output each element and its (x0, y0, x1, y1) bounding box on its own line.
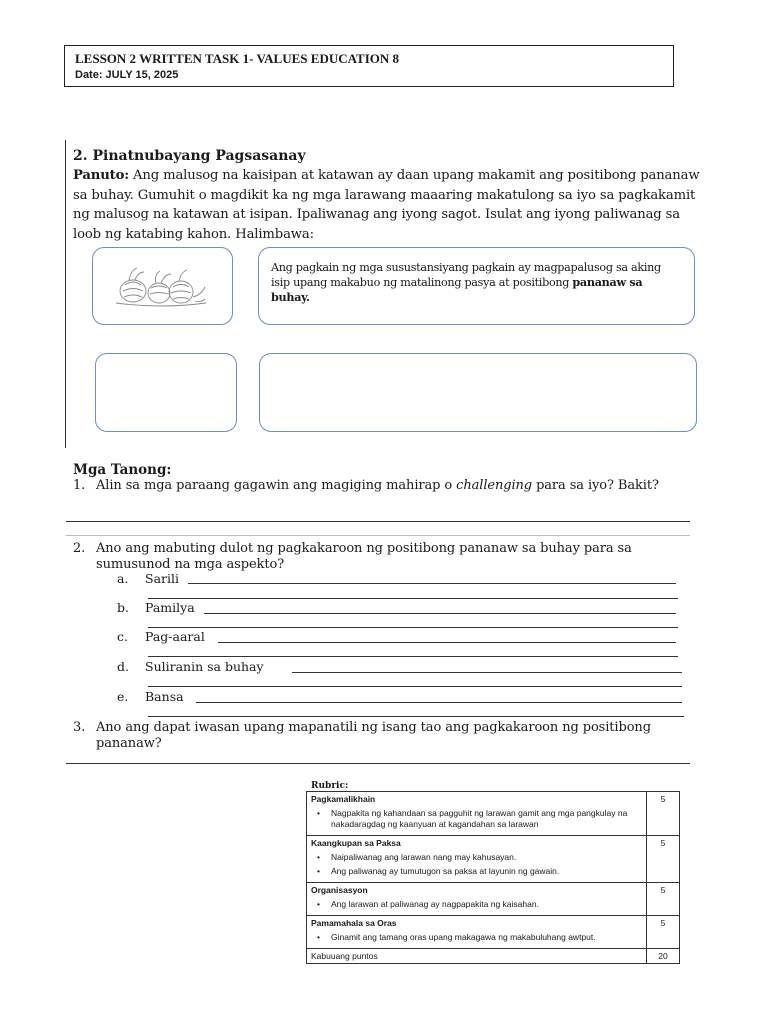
lesson-title: LESSON 2 WRITTEN TASK 1- VALUES EDUCATION 8 (75, 51, 400, 66)
question-text (96, 478, 701, 494)
question-number: 3. (73, 720, 86, 735)
question-number: 1. (73, 478, 86, 493)
criterion-name: Kaangkupan sa Paksa (311, 838, 401, 848)
aspect-label: Bansa (145, 689, 184, 704)
section-margin-line (65, 140, 66, 448)
criterion-points: 5 (647, 883, 680, 916)
criterion-bullet: • Ginamit ang tamang oras upang makagawa ng makabuluhang awtput. (317, 932, 596, 942)
aspect-label: Pamilya (145, 600, 195, 615)
rubric-criterion (307, 916, 647, 949)
rubric-table (306, 791, 680, 964)
question-text: Ano ang dapat iwasan upang mapanatili ng isang tao ang pagkakaroon ng positibong pananaw? (96, 720, 651, 751)
answer-line[interactable] (204, 613, 676, 614)
aspect-label: Sarili (145, 571, 179, 586)
answer-line[interactable] (66, 521, 690, 522)
criterion-name: Pamamahala sa Oras (311, 918, 397, 928)
explanation-box[interactable] (259, 353, 697, 432)
q1-text-end: para sa iyo? Bakit? (532, 478, 659, 493)
total-label: Kabuuang puntos (307, 949, 647, 964)
rubric-row (307, 916, 680, 949)
rubric-criterion (307, 792, 647, 836)
criterion-name: Pagkamalikhain (311, 794, 376, 804)
criterion-bullet: • Ang paliwanag ay tumutugon sa paksa at layunin ng gawain. (317, 866, 560, 876)
lesson-header-box (64, 45, 674, 87)
drawing-box[interactable] (95, 353, 237, 432)
bullet-text: Ang larawan at paliwanag ay nagpapakita ng kaisahan. (331, 899, 539, 909)
aspect-letter: d. (117, 659, 129, 674)
criterion-bullet: • Naipaliwanag ang larawan nang may kahusayan. (317, 852, 517, 862)
aspect-letter: a. (117, 571, 129, 586)
instructions (73, 166, 703, 244)
question-1 (73, 478, 703, 512)
example-explanation (271, 260, 682, 305)
example-emphasis: pananaw sa buhay. (271, 275, 643, 304)
rubric-row (307, 883, 680, 916)
answer-line[interactable] (148, 627, 678, 628)
bullet-text: Naipaliwanag ang larawan nang may kahusayan. (331, 852, 517, 862)
questions-title: Mga Tanong: (73, 462, 172, 478)
section-title: 2. Pinatnubayang Pagsasanay (73, 148, 306, 164)
question-3 (73, 720, 703, 754)
criterion-bullet: • Nagpakita ng kahandaan sa pagguhit ng larawan gamit ang mga pangkulay na nakadaragdag ng kaanyuan at kagandahan sa larawan (317, 808, 642, 830)
criterion-bullet: • Ang larawan at paliwanag ay nagpapakita ng kaisahan. (317, 899, 539, 909)
aspect-letter: e. (117, 689, 129, 704)
question-text: Ano ang mabuting dulot ng pagkakaroon ng positibong pananaw sa buhay para sa sumusunod na mga aspekto? (96, 541, 632, 572)
answer-line[interactable] (218, 642, 676, 643)
answer-line[interactable] (148, 656, 678, 657)
answer-line[interactable] (66, 763, 690, 764)
answer-line[interactable] (188, 583, 676, 584)
lesson-date: Date: JULY 15, 2025 (75, 69, 179, 81)
criterion-points: 5 (647, 916, 680, 949)
aspect-label: Pag-aaral (145, 629, 205, 644)
q1-text-start: Alin sa mga paraang gagawin ang magiging mahirap o (96, 478, 457, 493)
answer-line[interactable] (66, 535, 690, 536)
question-2 (73, 541, 703, 575)
rubric-row (307, 792, 680, 836)
question-number: 2. (73, 541, 86, 556)
bullet-text: Ginamit ang tamang oras upang makagawa ng makabuluhang awtput. (331, 932, 596, 942)
vegetables-drawing-icon (111, 261, 211, 311)
criterion-points: 5 (647, 792, 680, 836)
criterion-points: 5 (647, 836, 680, 883)
instruction-text: Ang malusog na kaisipan at katawan ay daan upang makamit ang positibong pananaw sa buhay. Gumuhit o magdikit ka ng mga larawang maaaring makatulong sa iyo sa pagkakamit ng malusog na katawan at isipan. Ipaliwanag ang iyong sagot. Isulat ang iyong paliwanag sa loob ng katabing kahon. Halimbawa: (73, 168, 700, 242)
instruction-label: Panuto: (73, 168, 129, 183)
example-explanation-box (258, 247, 695, 325)
answer-line[interactable] (292, 672, 682, 673)
aspect-label: Suliranin sa buhay (145, 659, 264, 674)
aspect-letter: c. (117, 629, 128, 644)
aspect-letter: b. (117, 600, 129, 615)
rubric-label: Rubric: (311, 781, 349, 791)
bullet-text: Ang paliwanag ay tumutugon sa paksa at layunin ng gawain. (331, 866, 560, 876)
answer-line[interactable] (148, 716, 684, 717)
total-points: 20 (647, 949, 680, 964)
q1-text-italic: challenging (456, 478, 533, 493)
example-image-box (92, 247, 233, 325)
rubric-total-row (307, 949, 680, 964)
example-text: Ang pagkain ng mga susustansiyang pagkain ay magpapalusog sa aking isip upang makabuo ng matalinong pasya at positibong (271, 261, 661, 289)
answer-line[interactable] (196, 702, 682, 703)
rubric-criterion (307, 836, 647, 883)
answer-line[interactable] (148, 686, 682, 687)
bullet-text: Nagpakita ng kahandaan sa pagguhit ng larawan gamit ang mga pangkulay na nakadaragdag ng kaanyuan at kagandahan sa larawan (331, 808, 628, 829)
answer-line[interactable] (148, 598, 678, 599)
rubric-criterion (307, 883, 647, 916)
rubric-row (307, 836, 680, 883)
criterion-name: Organisasyon (311, 885, 368, 895)
